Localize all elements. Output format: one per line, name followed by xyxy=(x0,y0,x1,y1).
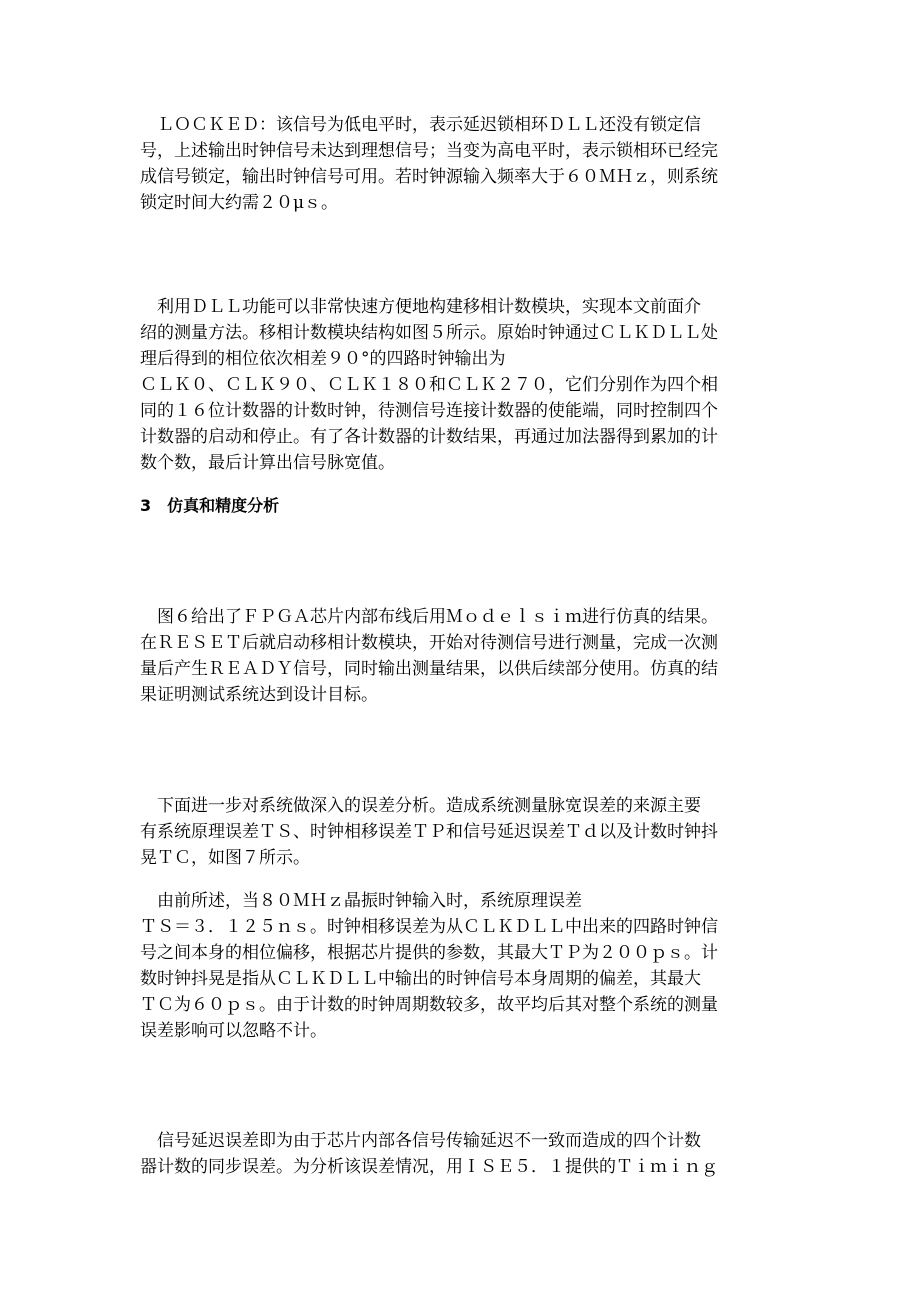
paragraph-signal-delay xyxy=(140,1128,800,1180)
text-line: ＬＯＣＫＥＤ：该信号为低电平时，表示延迟锁相环ＤＬＬ还没有锁定信 xyxy=(140,115,701,135)
text-line: 在ＲＥＳＥＴ后就启动移相计数模块，开始对待测信号进行测量，完成一次测 xyxy=(140,633,718,653)
text-line: 量后产生ＲＥＡＤＹ信号，同时输出测量结果，以供后续部分使用。仿真的结 xyxy=(140,659,718,679)
text-line: 果证明测试系统达到设计目标。 xyxy=(140,685,378,705)
paragraph-simulation xyxy=(140,604,800,708)
text-line: 利用ＤＬＬ功能可以非常快速方便地构建移相计数模块，实现本文前面介 xyxy=(140,297,701,317)
text-line: 误差影响可以忽略不计。 xyxy=(140,1021,327,1041)
paragraph-dll xyxy=(140,294,800,476)
text-line: 有系统原理误差ＴＳ、时钟相移误差ＴＰ和信号延迟误差Ｔｄ以及计数时钟抖 xyxy=(140,822,718,842)
paragraph-locked xyxy=(140,112,800,216)
text-line: 信号延迟误差即为由于芯片内部各信号传输延迟不一致而造成的四个计数 xyxy=(140,1131,701,1151)
text-line: ＴＳ＝３．１２５ｎｓ。时钟相移误差为从ＣＬＫＤＬＬ中出来的四路时钟信 xyxy=(140,917,718,937)
text-line: 下面进一步对系统做深入的误差分析。造成系统测量脉宽误差的来源主要 xyxy=(140,796,701,816)
text-line: 图６给出了ＦＰＧＡ芯片内部布线后用Ｍｏｄｅｌｓｉｍ进行仿真的结果。 xyxy=(140,607,718,627)
text-line: 锁定时间大约需２０μｓ。 xyxy=(140,193,339,213)
text-line: 成信号锁定，输出时钟信号可用。若时钟源输入频率大于６０ＭＨｚ，则系统 xyxy=(140,167,718,187)
text-line: 号之间本身的相位偏移，根据芯片提供的参数，其最大ＴＰ为２００ｐｓ。计 xyxy=(140,943,718,963)
text-line: 计数器的启动和停止。有了各计数器的计数结果，再通过加法器得到累加的计 xyxy=(140,427,718,447)
text-line: ＣＬＫ０、ＣＬＫ９０、ＣＬＫ１８０和ＣＬＫ２７０，它们分别作为四个相 xyxy=(140,375,718,395)
text-line: 数时钟抖晃是指从ＣＬＫＤＬＬ中输出的时钟信号本身周期的偏差，其最大 xyxy=(140,969,701,989)
text-line: 器计数的同步误差。为分析该误差情况，用ＩＳＥ５．１提供的Ｔｉｍｉｎｇ xyxy=(140,1157,718,1177)
section-heading: 3 仿真和精度分析 xyxy=(140,496,280,515)
text-line: 由前所述，当８０ＭＨｚ晶振时钟输入时，系统原理误差 xyxy=(140,891,582,911)
text-line: 同的１６位计数器的计数时钟，待测信号连接计数器的使能端，同时控制四个 xyxy=(140,401,718,421)
paragraph-error-analysis xyxy=(140,793,800,871)
text-line: 数个数，最后计算出信号脉宽值。 xyxy=(140,453,395,473)
text-line: 号，上述输出时钟信号未达到理想信号；当变为高电平时，表示锁相环已经完 xyxy=(140,141,718,161)
text-line: 绍的测量方法。移相计数模块结构如图５所示。原始时钟通过ＣＬＫＤＬＬ处 xyxy=(140,323,718,343)
text-line: 晃ＴＣ，如图７所示。 xyxy=(140,848,310,868)
paragraph-error-values xyxy=(140,888,800,1044)
text-line: ＴＣ为６０ｐｓ。由于计数的时钟周期数较多，故平均后其对整个系统的测量 xyxy=(140,995,718,1015)
text-line: 理后得到的相位依次相差９０°的四路时钟输出为 xyxy=(140,349,506,369)
